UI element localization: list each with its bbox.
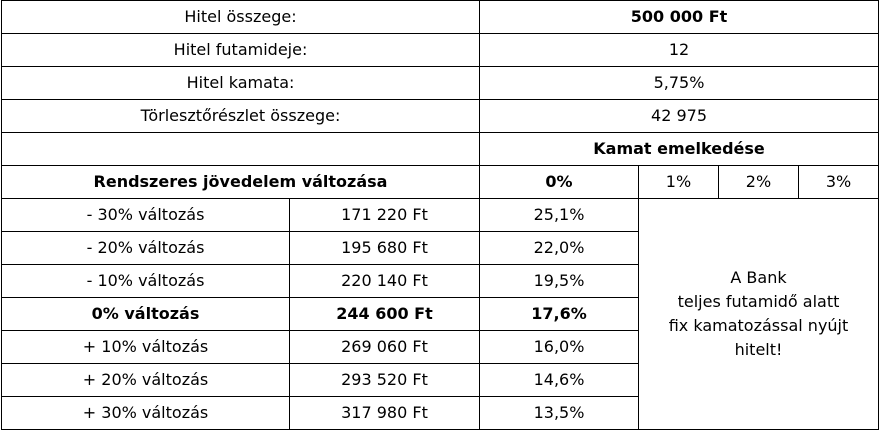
installment-label: Törlesztőrészlet összege: [2, 100, 480, 133]
note-line-2: teljes futamidő alatt [677, 292, 840, 311]
loan-term-label: Hitel futamideje: [2, 34, 480, 67]
income-change-cell: 0% változás [2, 298, 290, 331]
fixed-rate-note [639, 199, 879, 430]
loan-rate-row [2, 67, 879, 100]
income-change-cell: + 10% változás [2, 331, 290, 364]
income-change-header: Rendszeres jövedelem változása [2, 166, 480, 199]
rate-col-3: 3% [799, 166, 879, 199]
installment-row [2, 100, 879, 133]
column-header-row [2, 166, 879, 199]
loan-rate-value: 5,75% [480, 67, 879, 100]
ratio-cell: 19,5% [480, 265, 639, 298]
income-change-cell: + 30% változás [2, 397, 290, 430]
loan-term-value: 12 [480, 34, 879, 67]
note-line-1: A Bank [730, 268, 787, 287]
loan-table [1, 0, 879, 430]
ratio-cell: 14,6% [480, 364, 639, 397]
loan-term-row [2, 34, 879, 67]
income-change-cell: + 20% változás [2, 364, 290, 397]
income-change-cell: - 10% változás [2, 265, 290, 298]
income-value-cell: 244 600 Ft [290, 298, 480, 331]
loan-amount-value: 500 000 Ft [480, 1, 879, 34]
table-row [2, 199, 879, 232]
loan-amount-label: Hitel összege: [2, 1, 480, 34]
income-value-cell: 171 220 Ft [290, 199, 480, 232]
ratio-cell: 17,6% [480, 298, 639, 331]
ratio-cell: 25,1% [480, 199, 639, 232]
loan-rate-label: Hitel kamata: [2, 67, 480, 100]
income-change-cell: - 20% változás [2, 232, 290, 265]
loan-amount-row [2, 1, 879, 34]
income-value-cell: 293 520 Ft [290, 364, 480, 397]
income-value-cell: 220 140 Ft [290, 265, 480, 298]
note-line-4: hitelt! [734, 340, 783, 359]
rate-col-1: 1% [639, 166, 719, 199]
ratio-cell: 13,5% [480, 397, 639, 430]
empty-header-cell [2, 133, 480, 166]
interest-header-row [2, 133, 879, 166]
ratio-cell: 16,0% [480, 331, 639, 364]
note-line-3: fix kamatozással nyújt [668, 316, 849, 335]
rate-col-0: 0% [480, 166, 639, 199]
installment-value: 42 975 [480, 100, 879, 133]
income-value-cell: 269 060 Ft [290, 331, 480, 364]
rate-col-2: 2% [719, 166, 799, 199]
income-change-cell: - 30% változás [2, 199, 290, 232]
interest-increase-header: Kamat emelkedése [480, 133, 879, 166]
ratio-cell: 22,0% [480, 232, 639, 265]
income-value-cell: 317 980 Ft [290, 397, 480, 430]
income-value-cell: 195 680 Ft [290, 232, 480, 265]
